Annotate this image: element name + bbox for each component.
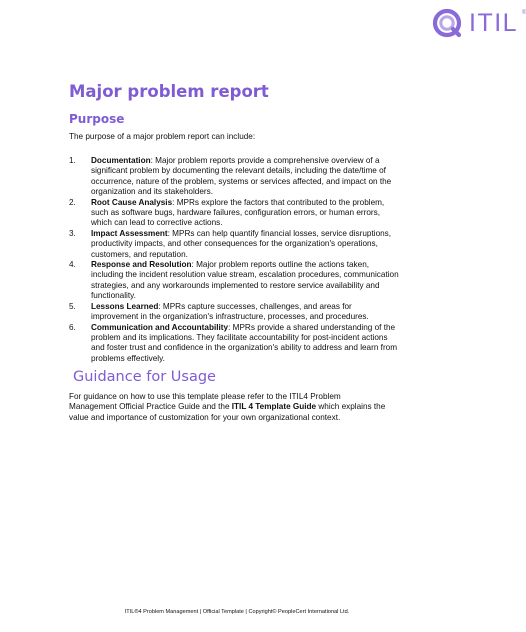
list-item-number: 4. [69, 260, 76, 270]
guidance-text-before: For guidance on how to use this template please refer to the ITIL4 Problem Management Official Practice Guide and the [69, 392, 341, 412]
purpose-heading: Purpose [69, 112, 125, 126]
list-item-number: 5. [69, 301, 76, 311]
list-item-term: Root Cause Analysis [91, 197, 173, 207]
list-item-number: 2. [69, 197, 76, 207]
page-title: Major problem report [69, 82, 269, 101]
list-item [69, 229, 399, 260]
list-item [69, 260, 399, 302]
list-item-number: 1. [69, 156, 76, 165]
list-item [69, 198, 399, 229]
list-item-text: : Major problem reports provide a comprehensive overview of a significant problem by documenting the relevant details, including the date/time of occurrence, nature of the problem, systems or services affected, and impact on the organization and its stakeholders. [91, 156, 392, 197]
guidance-heading: Guidance for Usage [73, 369, 216, 385]
purpose-list [69, 156, 399, 364]
purpose-intro: The purpose of a major problem report can include: [69, 132, 256, 141]
list-item-number: 6. [69, 322, 76, 332]
list-item-text: : MPRs explore the factors that contributed to the problem, such as software bugs, hardware failures, configuration errors, or human errors, which can lead to corrective actions. [91, 197, 385, 228]
list-item-text: : MPRs capture successes, challenges, and areas for improvement in the organization's infrastructure, processes, and procedures. [91, 301, 369, 322]
page-footer: ITIL®4 Problem Management | Official Template | Copyright© PeopleCert International Ltd. [124, 609, 350, 615]
list-item-term: Communication and Accountability [91, 322, 229, 332]
guidance-text-after: which explains the value and importance of customization for your own organizational context. [69, 402, 386, 422]
list-item-term: Impact Assessment [91, 228, 168, 238]
list-item-term: Lessons Learned [91, 301, 159, 311]
guidance-paragraph [69, 392, 389, 423]
list-item-text: : MPRs can help quantify financial losses, service disruptions, productivity impacts, and other consequences for the organization's operations, customers, and reputation. [91, 228, 392, 259]
list-item-text: : MPRs provide a shared understanding of the problem and its implications. They facilitate accountability for post-incident actions and foster trust and confidence in the organization's ability to address and learn from problems effectively. [91, 322, 398, 363]
logo-registered-mark: ® [522, 10, 526, 16]
list-item-text: : Major problem reports outline the actions taken, including the incident resolution value stream, escalation procedures, communication strategies, and any workarounds implemented to restore service availability and functionality. [91, 260, 399, 301]
list-item-term: Documentation [91, 156, 151, 165]
list-item-number: 3. [69, 228, 76, 238]
itil-logo-mark-icon [432, 8, 462, 38]
list-item [69, 156, 399, 198]
logo-wordmark: ITIL [469, 9, 519, 37]
list-item-term: Response and Resolution [91, 260, 192, 270]
guidance-bold-link-text: ITIL 4 Template Guide [231, 402, 317, 412]
list-item [69, 302, 399, 323]
list-item [69, 323, 399, 365]
